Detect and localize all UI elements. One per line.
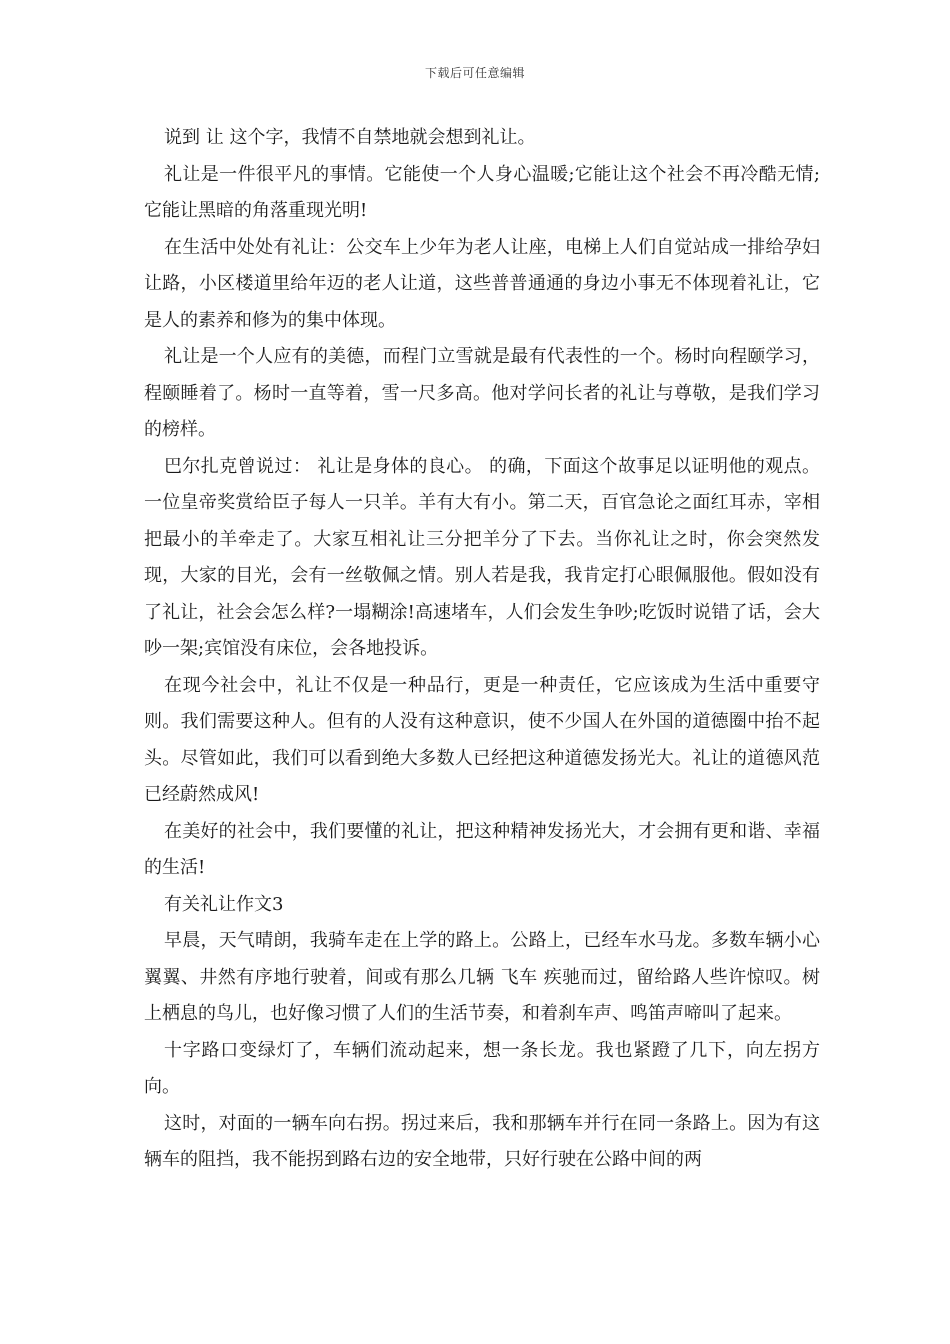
page-header: 下载后可任意编辑 <box>424 66 525 80</box>
paragraph: 礼让是一件很平凡的事情。它能使一个人身心温暖;它能让这个社会不再冷酷无情;它能让黑暗的角落重现光明! <box>144 163 820 221</box>
paragraph: 十字路口变绿灯了，车辆们流动起来，想一条长龙。我也紧蹬了几下，向左拐方向。 <box>144 1039 820 1097</box>
paragraph: 在现今社会中，礼让不仅是一种品行，更是一种责任，它应该成为生活中重要守则。我们需要这种人。但有的人没有这种意识，使不少国人在外国的道德圈中抬不起头。尽管如此，我们可以看到绝大多数人已经把这种道德发扬光大。礼让的道德风范已经蔚然成风! <box>144 674 820 805</box>
paragraph: 说到 让 这个字，我情不自禁地就会想到礼让。 <box>164 127 536 148</box>
article-body <box>144 120 820 1179</box>
paragraph: 在生活中处处有礼让：公交车上少年为老人让座，电梯上人们自觉站成一排给孕妇让路，小区楼道里给年迈的老人让道，这些普普通通的身边小事无不体现着礼让，它是人的素养和修为的集中体现。 <box>144 236 820 331</box>
paragraph: 在美好的社会中，我们要懂的礼让，把这种精神发扬光大，才会拥有更和谐、幸福的生活! <box>144 820 820 878</box>
paragraph: 巴尔扎克曾说过： 礼让是身体的良心。 的确，下面这个故事足以证明他的观点。一位皇帝奖赏给臣子每人一只羊。羊有大有小。第二天，百官急论之面红耳赤，宰相把最小的羊牵走了。大家互相礼让三分把羊分了下去。当你礼让之时，你会突然发现，大家的目光，会有一丝敬佩之情。别人若是我，我肯定打心眼佩服他。假如没有了礼让，社会会怎么样?一塌糊涂!高速堵车，人们会发生争吵;吃饭时说错了话，会大吵一架;宾馆没有床位，会各地投诉。 <box>144 455 820 659</box>
paragraph: 这时，对面的一辆车向右拐。拐过来后，我和那辆车并行在同一条路上。因为有这辆车的阻挡，我不能拐到路右边的安全地带，只好行驶在公路中间的两 <box>144 1112 820 1170</box>
paragraph: 早晨，天气晴朗，我骑车走在上学的路上。公路上，已经车水马龙。多数车辆小心翼翼、井然有序地行驶着，间或有那么几辆 飞车 疾驰而过，留给路人些许惊叹。树上栖息的鸟儿，也好像习惯了人们的生活节奏，和着刹车声、鸣笛声啼叫了起来。 <box>144 930 820 1024</box>
section-heading: 有关礼让作文3 <box>164 893 284 915</box>
paragraph: 礼让是一个人应有的美德，而程门立雪就是最有代表性的一个。杨时向程颐学习，程颐睡着了。杨时一直等着，雪一尺多高。他对学问长者的礼让与尊敬，是我们学习的榜样。 <box>144 346 820 440</box>
